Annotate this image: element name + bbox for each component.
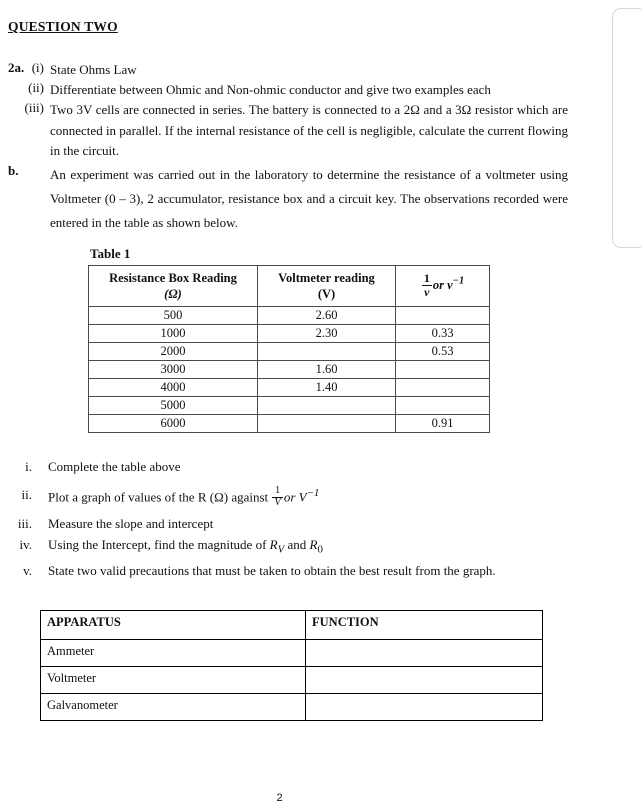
subquestion-i-marker: i. — [25, 459, 32, 474]
subquestion-ii-prefix: Plot a graph of values of the R (Ω) against — [48, 489, 269, 505]
question-b-label: b. — [8, 163, 19, 178]
table1-caption: Table 1 — [90, 246, 131, 261]
table1-header-resistance — [89, 266, 258, 307]
apparatus-header-row — [41, 611, 543, 640]
subquestion-ii-exponent: −1 — [306, 487, 320, 500]
cell-voltmeter: 2.30 — [258, 325, 396, 343]
subquestion-iv-text — [48, 537, 323, 556]
item-ii-marker: (ii) — [28, 80, 44, 95]
symbol-r0-subscript: 0 — [317, 543, 323, 556]
item-ii-text: Differentiate between Ohmic and Non-ohmic conductor and give two examples each — [50, 82, 491, 97]
apparatus-function-table — [40, 610, 543, 721]
table1-header-resistance-unit: (Ω) — [164, 287, 182, 301]
cell-inverse-v: 0.53 — [396, 343, 490, 361]
table-row — [89, 361, 490, 379]
table-row — [89, 343, 490, 361]
table1-header-inverse-v — [396, 266, 490, 307]
item-i-marker: (i) — [31, 60, 44, 75]
cell-resistance: 3000 — [89, 361, 258, 379]
subquestion-v-text: State two valid precautions that must be taken to obtain the best result from the graph. — [48, 563, 496, 578]
cell-inverse-v — [396, 361, 490, 379]
cell-resistance: 5000 — [89, 397, 258, 415]
symbol-rv: R — [269, 537, 278, 552]
cell-voltmeter — [258, 415, 396, 433]
table1-header-voltmeter-line1: Voltmeter reading — [278, 271, 375, 285]
table-row — [41, 667, 543, 694]
cell-resistance: 1000 — [89, 325, 258, 343]
table-row — [41, 694, 543, 721]
subquestion-iii-marker: iii. — [17, 516, 32, 531]
fraction-numerator: 1 — [423, 271, 430, 286]
table1-header-voltmeter — [258, 266, 396, 307]
symbol-rv-subscript: V — [277, 543, 285, 556]
inverse-v-fraction — [422, 272, 432, 298]
table1-observations — [88, 265, 490, 433]
item-i-text: State Ohms Law — [50, 62, 137, 77]
table-row — [89, 307, 490, 325]
item-iii-text: Two 3V cells are connected in series. The battery is connected to a 2Ω and a 3Ω resistor which are connected in parallel. If the internal resistance of the cell is negligible, calculate the current flowing in the circuit. — [50, 102, 568, 158]
cell-resistance: 500 — [89, 307, 258, 325]
table1-header-row — [89, 266, 490, 307]
cell-inverse-v — [396, 379, 490, 397]
cell-inverse-v: 0.33 — [396, 325, 490, 343]
cell-voltmeter: 1.60 — [258, 361, 396, 379]
cell-function — [306, 640, 543, 667]
cell-inverse-v — [396, 307, 490, 325]
apparatus-header-apparatus: APPARATUS — [41, 611, 306, 640]
subquestion-ii-suffix: or V — [283, 489, 307, 505]
cell-resistance: 4000 — [89, 379, 258, 397]
subquestion-i-text: Complete the table above — [48, 459, 181, 474]
subquestion-ii-fraction — [272, 486, 282, 509]
subquestion-ii-text — [48, 487, 319, 510]
subquestion-v-marker: v. — [23, 563, 32, 578]
table-row — [89, 325, 490, 343]
subquestion-iv-marker: iv. — [19, 537, 32, 552]
cell-voltmeter — [258, 397, 396, 415]
table1-header-voltmeter-unit: (V) — [317, 287, 336, 301]
scan-edge-artifact — [612, 8, 641, 248]
cell-function — [306, 694, 543, 721]
table-row — [89, 415, 490, 433]
cell-voltmeter — [258, 343, 396, 361]
inverse-v-suffix: or v — [432, 277, 453, 292]
apparatus-header-function: FUNCTION — [306, 611, 543, 640]
subquestion-iv-conjunction: and — [287, 537, 307, 552]
cell-apparatus: Ammeter — [41, 640, 306, 667]
cell-resistance: 6000 — [89, 415, 258, 433]
cell-voltmeter: 1.40 — [258, 379, 396, 397]
cell-function — [306, 667, 543, 694]
cell-apparatus: Galvanometer — [41, 694, 306, 721]
page-title: QUESTION TWO — [8, 19, 118, 34]
table1-header-resistance-line1: Resistance Box Reading — [109, 271, 237, 285]
page-number: 2 — [276, 792, 283, 804]
table-row — [41, 640, 543, 667]
subquestion-iii-text: Measure the slope and intercept — [48, 516, 214, 531]
question-2a-label: 2a. — [8, 60, 25, 75]
cell-inverse-v: 0.91 — [396, 415, 490, 433]
table-row — [89, 397, 490, 415]
question-b-text: An experiment was carried out in the laboratory to determine the resistance of a voltmeter using Voltmeter (0 – 3), 2 accumulator, resistance box and a circuit key. The observations recorded were entered in the table as shown below. — [50, 167, 568, 230]
subquestion-ii-marker: ii. — [21, 487, 32, 502]
cell-resistance: 2000 — [89, 343, 258, 361]
inverse-v-exponent: −1 — [452, 275, 465, 287]
cell-apparatus: Voltmeter — [41, 667, 306, 694]
item-iii-marker: (iii) — [24, 100, 44, 115]
fraction-numerator: 1 — [272, 486, 282, 498]
fraction-denominator: v — [424, 284, 430, 299]
table-row — [89, 379, 490, 397]
cell-inverse-v — [396, 397, 490, 415]
subquestion-iv-prefix: Using the Intercept, find the magnitude of — [48, 537, 267, 552]
symbol-r0: R — [309, 537, 318, 552]
fraction-denominator: V — [274, 496, 281, 508]
cell-voltmeter: 2.60 — [258, 307, 396, 325]
